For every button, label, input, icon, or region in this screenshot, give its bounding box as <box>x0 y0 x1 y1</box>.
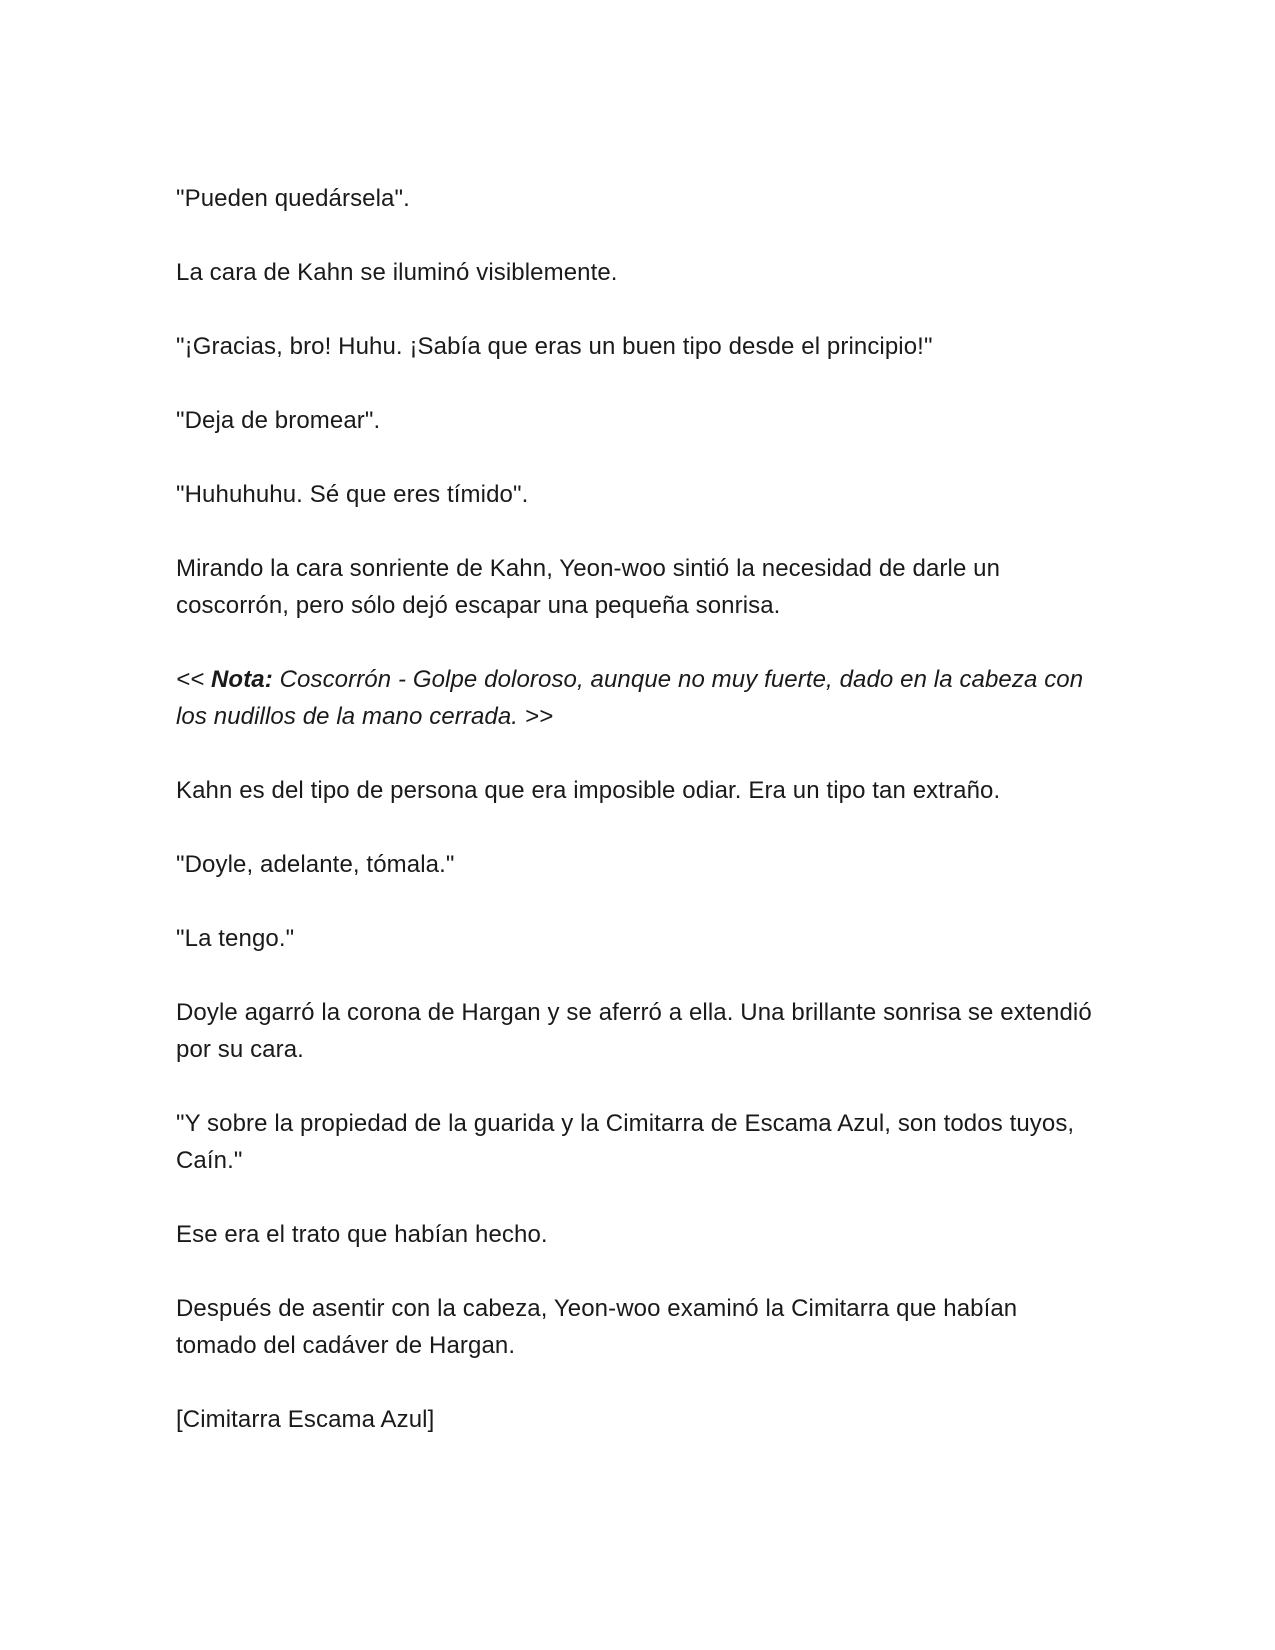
paragraph-10: Doyle agarró la corona de Hargan y se aferró a ella. Una brillante sonrisa se extendió por su cara. <box>176 999 1092 1063</box>
paragraph-12: Ese era el trato que habían hecho. <box>176 1221 548 1248</box>
item-heading: [Cimitarra Escama Azul] <box>176 1406 435 1433</box>
note-prefix: << <box>176 666 211 693</box>
document-body <box>176 180 1096 1475</box>
paragraph-3: "¡Gracias, bro! Huhu. ¡Sabía que eras un buen tipo desde el principio!" <box>176 333 933 360</box>
note-text: Coscorrón - Golpe doloroso, aunque no muy fuerte, dado en la cabeza con los nudillos de la mano cerrada. >> <box>176 666 1084 730</box>
note-label: Nota: <box>211 666 273 693</box>
paragraph-6: Mirando la cara sonriente de Kahn, Yeon-woo sintió la necesidad de darle un coscorrón, pero sólo dejó escapar una pequeña sonrisa. <box>176 555 1001 619</box>
paragraph-2: La cara de Kahn se iluminó visiblemente. <box>176 259 618 286</box>
paragraph-4: "Deja de bromear". <box>176 407 381 434</box>
paragraph-13: Después de asentir con la cabeza, Yeon-woo examinó la Cimitarra que habían tomado del cadáver de Hargan. <box>176 1295 1018 1359</box>
paragraph-11: "Y sobre la propiedad de la guarida y la Cimitarra de Escama Azul, son todos tuyos, Caín." <box>176 1110 1075 1174</box>
paragraph-5: "Huhuhuhu. Sé que eres tímido". <box>176 481 529 508</box>
paragraph-8: "Doyle, adelante, tómala." <box>176 851 455 878</box>
paragraph-1: "Pueden quedársela". <box>176 185 410 212</box>
paragraph-7: Kahn es del tipo de persona que era imposible odiar. Era un tipo tan extraño. <box>176 777 1001 804</box>
translator-note <box>176 661 1096 735</box>
paragraph-9: "La tengo." <box>176 925 295 952</box>
